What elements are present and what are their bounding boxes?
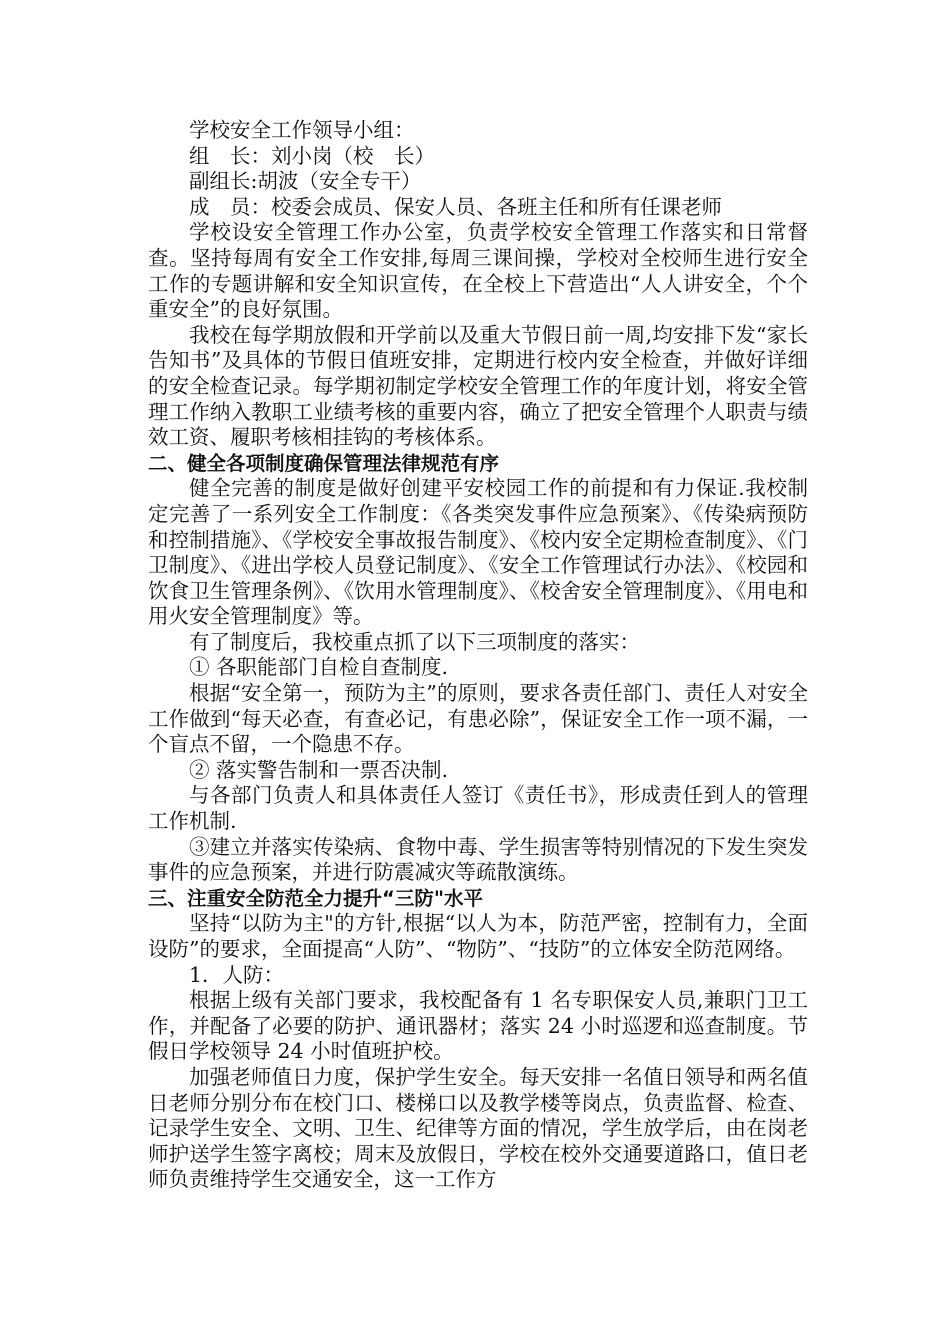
paragraph: ② 落实警告制和一票否决制. [189,757,449,782]
paragraph: 我校在每学期放假和开学前以及重大节假日前一周,均安排下发“家长告知书”及具体的节假日值班安排，定期进行校内安全检查，并做好详细的安全检查记录。每学期初制定学校安全管理工作的年度计划，将安全管理工作纳入教职工业绩考核的重要内容，确立了把安全管理个人职责与绩效工资、履职考核相挂钩的考核体系。 [148,322,808,450]
paragraph: 组 长：刘小岗（校 长） [189,143,435,168]
paragraph: 学校设安全管理工作办公室，负责学校安全管理工作落实和日常督查。坚持每周有安全工作安排,每周三课间操，学校对全校师生进行安全工作的专题讲解和安全知识宣传，在全校上下营造出“人人讲安全，个个重安全”的良好氛围。 [148,220,808,322]
paragraph: 成 员：校委会成员、保安人员、各班主任和所有任课老师 [189,194,722,219]
paragraph: ① 各职能部门自检自查制度. [189,655,449,680]
paragraph: 根据上级有关部门要求，我校配备有 1 名专职保安人员,兼职门卫工作，并配备了必要的防护、通讯器材；落实 24 小时巡逻和巡查制度。节假日学校领导 24 小时值班护校。 [148,988,808,1064]
paragraph: 1．人防： [189,962,285,987]
paragraph: ③建立并落实传染病、食物中毒、学生损害等特别情况的下发生突发事件的应急预案，并进行防震减灾等疏散演练。 [148,834,808,885]
paragraph: 与各部门负责人和具体责任人签订《责任书》，形成责任到人的管理工作机制. [148,783,808,834]
document-body [148,118,808,1193]
section-heading: 三、注重安全防范全力提升“三防"水平 [148,886,483,910]
section-heading: 二、健全各项制度确保管理法律规范有序 [148,451,500,475]
paragraph: 副组长:胡波（安全专干） [189,169,422,194]
paragraph: 坚持“以防为主"的方针,根据“以人为本，防范严密，控制有力，全面设防”的要求，全面提高“人防”、“物防”、“技防”的立体安全防范网络。 [148,911,808,961]
paragraph: 根据“安全第一，预防为主”的原则，要求各责任部门、责任人对安全工作做到“每天必查，有查必记，有患必除”，保证安全工作一项不漏，一个盲点不留，一个隐患不存。 [148,681,808,757]
paragraph: 健全完善的制度是做好创建平安校园工作的前提和有力保证.我校制定完善了一系列安全工作制度：《各类突发事件应急预案》、《传染病预防和控制措施》、《学校安全事故报告制度》、《校内安全定期检查制度》、《门卫制度》、《进出学校人员登记制度》、《安全工作管理试行办法》、《校园和饮食卫生管理条例》、《饮用水管理制度》、《校舍安全管理制度》、《用电和用火安全管理制度》等。 [148,476,808,629]
paragraph: 有了制度后，我校重点抓了以下三项制度的落实： [189,629,640,654]
paragraph: 加强老师值日力度，保护学生安全。每天安排一名值日领导和两名值日老师分别分布在校门口、楼梯口以及教学楼等岗点，负责监督、检查、记录学生安全、文明、卫生、纪律等方面的情况，学生放学后，由在岗老师护送学生签字离校；周末及放假日，学校在校外交通要道路口，值日老师负责维持学生交通安全，这一工作方 [148,1064,808,1192]
paragraph: 学校安全工作领导小组： [189,118,415,142]
